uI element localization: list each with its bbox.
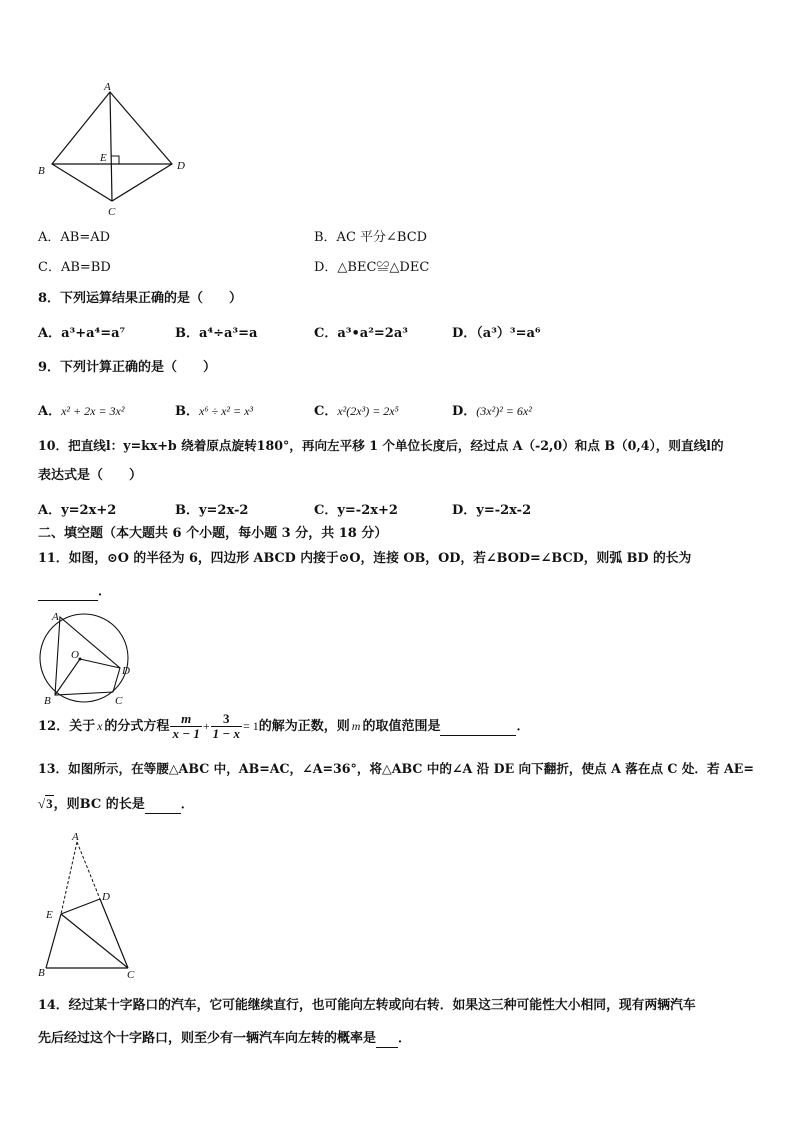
q12-num2: 3 <box>211 712 242 727</box>
q9-option-c <box>314 400 399 419</box>
q14-answer-blank[interactable] <box>376 1031 398 1048</box>
q10-line2: 表达式是（ ） <box>38 468 143 483</box>
fig11-label-b: B <box>44 695 51 707</box>
fig11-label-a: A <box>52 611 59 623</box>
q12-line <box>38 712 530 741</box>
q12-den2: 1 − x <box>212 726 240 741</box>
section-heading: 二、填空题（本大题共 6 个小题，每小题 3 分，共 18 分） <box>38 526 388 541</box>
label-a: A <box>104 81 111 93</box>
fig13-label-d: D <box>102 891 110 903</box>
q11-answer-blank[interactable] <box>38 584 98 601</box>
q9-option-c-expr: x²(2x³) = 2x⁵ <box>337 404 399 418</box>
q12-den1: x − 1 <box>172 726 200 741</box>
q9-option-b <box>175 400 253 419</box>
figure-isosceles-triangle <box>32 830 152 982</box>
q13-end: ． <box>180 797 194 812</box>
q12-answer-blank[interactable] <box>440 719 516 736</box>
q8-option-d: D．（a³）³=a⁶ <box>452 326 541 341</box>
q12-var-m: m <box>351 719 361 733</box>
fig11-label-o: O <box>71 649 79 661</box>
q14-end: ． <box>398 1031 412 1046</box>
q11-answer-line <box>38 584 111 601</box>
q11-end: ． <box>98 584 112 599</box>
q14-line2 <box>38 1031 411 1048</box>
q12-fraction-1 <box>170 712 201 741</box>
q13-line2-text: ，则BC 的长是 <box>53 797 145 812</box>
label-e: E <box>100 152 107 164</box>
q10-option-d: D．y=-2x-2 <box>452 503 532 518</box>
fig11-label-d: D <box>122 665 130 677</box>
fig13-label-b: B <box>38 967 45 979</box>
label-d: D <box>177 160 185 172</box>
q12-eq: = 1 <box>243 719 259 733</box>
q9-option-b-label: B． <box>175 404 199 419</box>
q9-option-a-label: A． <box>38 404 62 419</box>
q8-option-a: A．a³+a⁴=a⁷ <box>38 326 126 341</box>
q9-option-d-label: D． <box>452 404 477 419</box>
q9-option-c-label: C． <box>314 404 338 419</box>
q12-num1: m <box>170 712 201 727</box>
fig13-label-e: E <box>46 909 53 921</box>
q9-option-d <box>452 400 532 419</box>
fig11-label-c: C <box>115 695 123 707</box>
q12-fraction-2 <box>211 712 242 741</box>
q13-line1: 13．如图所示，在等腰△ABC 中，AB=AC，∠A=36°，将△ABC 中的∠A 沿 DE 向下翻折，使点 A 落在点 C 处．若 AE= <box>38 761 754 776</box>
q10-line1: 10．把直线l：y=kx+b 绕着原点旋转180°，再向左平移 1 个单位长度后，经过点 A（-2,0）和点 B（0,4），则直线l的 <box>38 438 724 453</box>
q13-sqrt-value: 3 <box>46 796 53 811</box>
q9-stem: 9．下列计算正确的是（ ） <box>38 360 217 375</box>
q14-line1: 14．经过某十字路口的汽车，它可能继续直行，也可能向左转或向右转．如果这三种可能性大小相同，现有两辆汽车 <box>38 998 696 1013</box>
q9-option-a-expr: x² + 2x = 3x² <box>61 404 125 418</box>
q13-line2 <box>38 796 194 814</box>
q13-sqrt: √3 <box>38 796 53 811</box>
q12-pre: 12．关于 <box>38 719 96 734</box>
q12-tail: 的取值范围是 <box>362 719 441 734</box>
label-b: B <box>38 165 45 177</box>
q7-option-b: B．AC 平分∠BCD <box>314 230 428 245</box>
fig13-label-c: C <box>127 969 135 981</box>
label-c: C <box>108 206 116 218</box>
q7-option-d: D．△BEC≌△DEC <box>314 260 430 275</box>
q10-option-b: B．y=2x-2 <box>175 503 249 518</box>
q9-option-b-expr: x⁶ ÷ x² = x³ <box>199 404 254 418</box>
q9-option-a <box>38 400 124 419</box>
q8-option-b: B．a⁴÷a³=a <box>175 326 258 341</box>
q9-option-d-expr: (3x²)² = 6x² <box>476 404 532 418</box>
fig13-label-a: A <box>72 831 79 843</box>
q12-end: ． <box>516 719 530 734</box>
q14-line2-text: 先后经过这个十字路口，则至少有一辆汽车向左转的概率是 <box>38 1031 377 1046</box>
q8-stem: 8．下列运算结果正确的是（ ） <box>38 291 243 306</box>
q13-answer-blank[interactable] <box>145 797 181 814</box>
q12-var-x: x <box>97 719 103 733</box>
q7-option-c: C．AB=BD <box>38 260 111 275</box>
figure-kite <box>30 78 200 223</box>
q10-option-a: A．y=2x+2 <box>38 503 117 518</box>
q12-mid: 的分式方程 <box>104 719 170 734</box>
q12-plus: + <box>202 719 210 733</box>
q10-option-c: C．y=-2x+2 <box>314 503 398 518</box>
q11-line1: 11．如图，⊙O 的半径为 6，四边形 ABCD 内接于⊙O，连接 OB，OD，若∠BOD=∠BCD，则弧 BD 的长为 <box>38 551 692 566</box>
q12-post: 的解为正数，则 <box>258 719 350 734</box>
q7-option-a: A．AB=AD <box>38 230 111 245</box>
figure-circle <box>30 608 140 708</box>
q8-option-c: C．a³•a²=2a³ <box>314 326 408 341</box>
